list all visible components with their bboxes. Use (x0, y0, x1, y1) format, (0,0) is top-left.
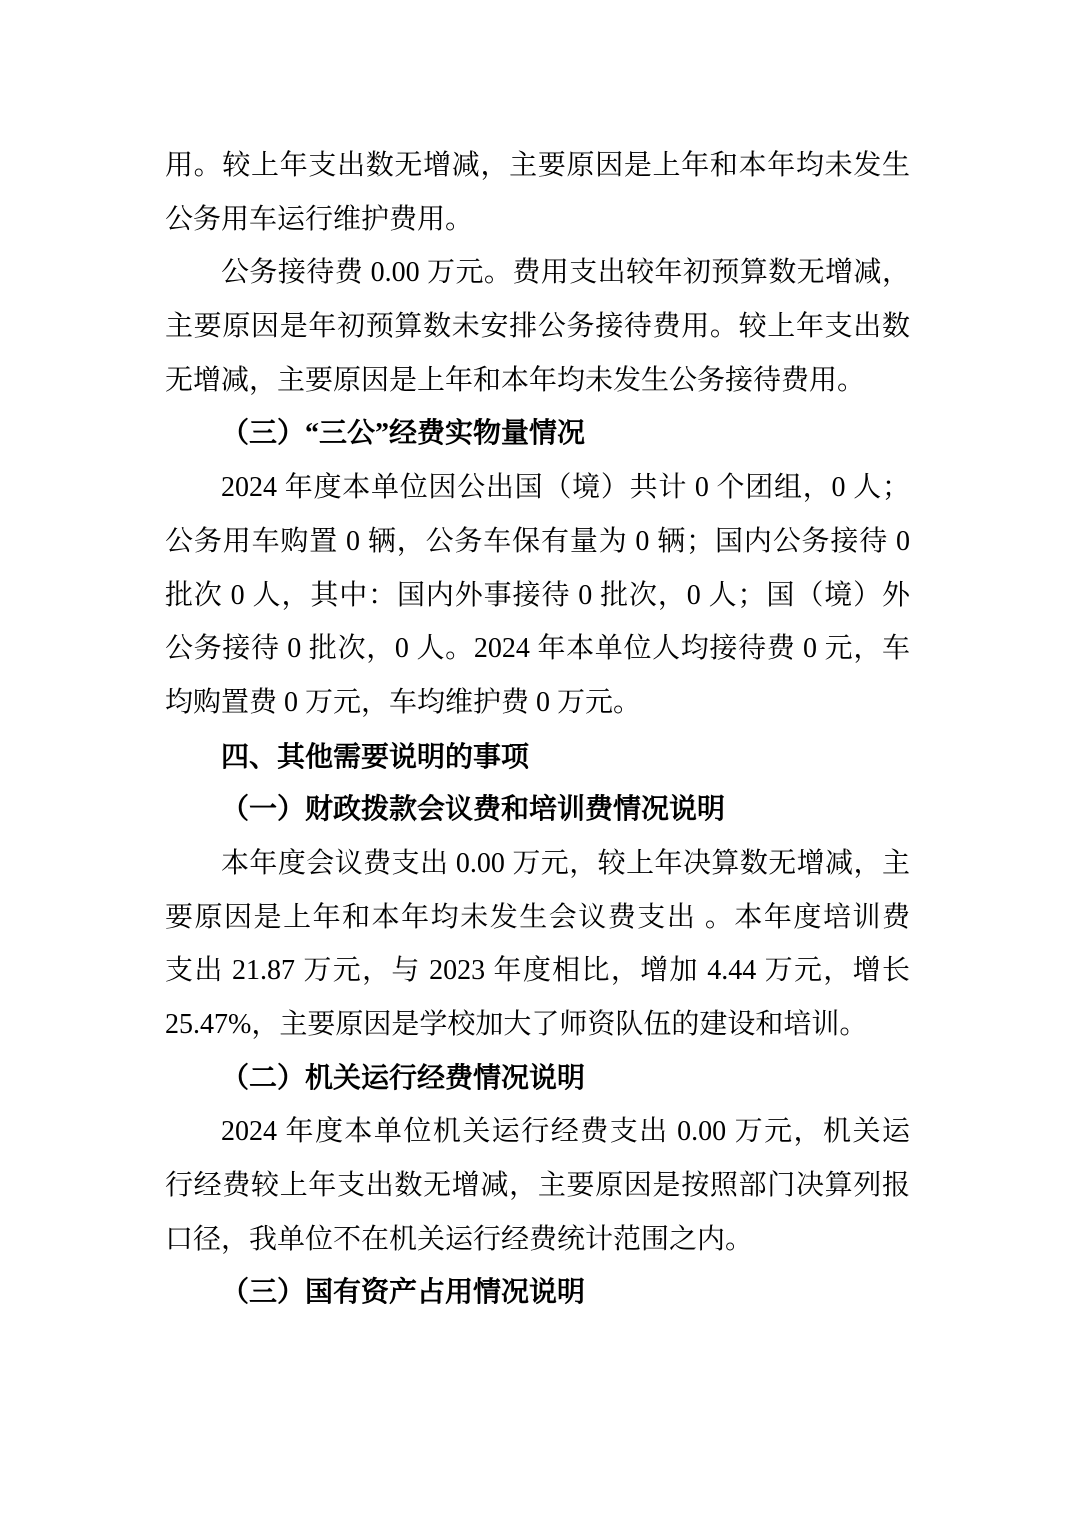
section-heading: （一）财政拨款会议费和培训费情况说明 (221, 794, 726, 826)
text-line: 用。较上年支出数无增减，主要原因是上年和本年均未发生 (165, 150, 910, 181)
text-line: 无增减，主要原因是上年和本年均未发生公务接待费用。 (165, 364, 866, 396)
text-line: 均购置费 0 万元，车均维护费 0 万元。 (165, 686, 642, 718)
text-line: 行经费较上年支出数无增减，主要原因是按照部门决算列报 (165, 1170, 910, 1202)
text-line: 2024 年度本单位因公出国（境）共计 0 个团组，0 人； (221, 472, 910, 504)
text-line: 公务用车运行维护费用。 (165, 203, 474, 235)
text-line: 口径，我单位不在机关运行经费统计范围之内。 (165, 1223, 754, 1255)
text-line: 支出 21.87 万元，与 2023 年度相比，增加 4.44 万元，增长 (165, 955, 910, 987)
section-heading: 四、其他需要说明的事项 (221, 740, 530, 772)
text-line: 主要原因是年初预算数未安排公务接待费用。较上年支出数 (165, 311, 910, 343)
text-line: 25.47%，主要原因是学校加大了师资队伍的建设和培训。 (165, 1009, 868, 1040)
page-body (165, 139, 910, 1320)
section-heading: （三）国有资产占用情况说明 (221, 1277, 586, 1309)
text-line: 要原因是上年和本年均未发生会议费支出 。本年度培训费 (165, 901, 910, 933)
section-heading: （二）机关运行经费情况说明 (221, 1062, 586, 1094)
text-line: 本年度会议费支出 0.00 万元，较上年决算数无增减，主 (221, 847, 910, 879)
text-line: 公务用车购置 0 辆，公务车保有量为 0 辆；国内公务接待 0 (165, 525, 910, 557)
section-heading: （三）“三公”经费实物量情况 (221, 418, 586, 450)
text-line: 公务接待费 0.00 万元。费用支出较年初预算数无增减， (221, 257, 910, 289)
text-line: 公务接待 0 批次，0 人。2024 年本单位人均接待费 0 元，车 (165, 633, 910, 665)
text-line: 批次 0 人，其中：国内外事接待 0 批次，0 人；国（境）外 (165, 579, 910, 611)
text-line: 2024 年度本单位机关运行经费支出 0.00 万元，机关运 (221, 1116, 910, 1148)
